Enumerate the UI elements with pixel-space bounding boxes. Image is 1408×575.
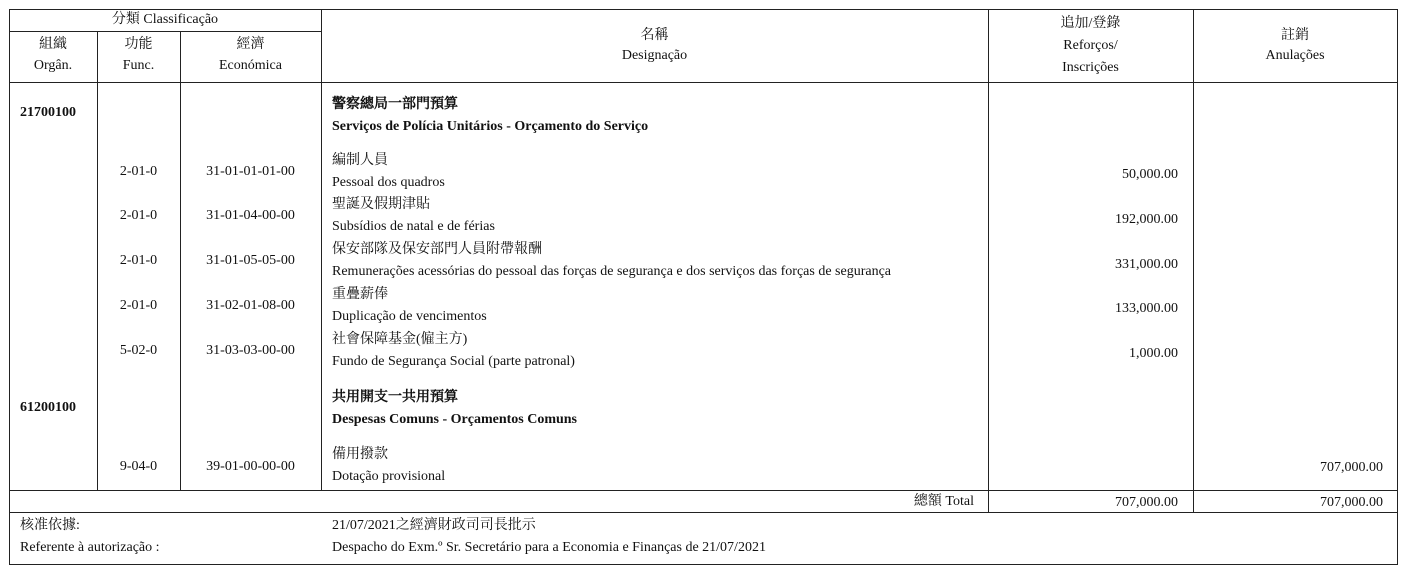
total-label: 總額 Total xyxy=(913,494,974,509)
header-anul-pt: Anulações xyxy=(1265,48,1325,63)
authorization-label-pt: Referente à autorização : xyxy=(20,540,160,555)
row-desig-zh: 聖誕及假期津貼 xyxy=(332,197,430,212)
row-desig-zh: 編制人員 xyxy=(332,153,388,168)
row-desig-pt: Dotação provisional xyxy=(332,469,446,484)
row-desig-zh: 保安部隊及保安部門人員附帶報酬 xyxy=(332,242,542,257)
row-desig-zh: 備用撥款 xyxy=(332,447,388,462)
row-reforcos: 50,000.00 xyxy=(1122,167,1178,182)
row-func: 2-01-0 xyxy=(119,253,158,268)
row-econ: 31-01-04-00-00 xyxy=(206,208,295,223)
header-desig-pt: Designação xyxy=(621,48,688,63)
row-func: 2-01-0 xyxy=(119,164,158,179)
header-organ-zh: 組織 xyxy=(39,37,67,52)
row-econ: 31-02-01-08-00 xyxy=(206,298,295,313)
header-econ-pt: Económica xyxy=(219,58,282,73)
header-func-zh: 功能 xyxy=(124,37,153,52)
row-anulacoes: 707,000.00 xyxy=(1320,460,1383,475)
total-reforcos: 707,000.00 xyxy=(1115,495,1178,510)
header-reforcos-pt2: Inscrições xyxy=(1062,60,1119,75)
section-code: 61200100 xyxy=(20,400,76,415)
header-reforcos-pt1: Reforços/ xyxy=(1063,38,1118,53)
border-top xyxy=(9,9,1397,10)
row-reforcos: 192,000.00 xyxy=(1115,212,1178,227)
authorization-label-zh: 核准依據: xyxy=(20,518,80,533)
row-reforcos: 331,000.00 xyxy=(1115,257,1178,272)
row-reforcos: 133,000.00 xyxy=(1115,301,1178,316)
row-desig-pt: Duplicação de vencimentos xyxy=(332,309,487,324)
row-desig-pt: Pessoal dos quadros xyxy=(332,175,445,190)
row-func: 2-01-0 xyxy=(119,208,158,223)
col-econ-divider xyxy=(321,9,322,491)
row-desig-zh: 重疊薪俸 xyxy=(332,287,388,302)
border-right xyxy=(1397,9,1398,565)
header-func-pt: Func. xyxy=(122,58,155,73)
section-title-pt: Serviços de Polícia Unitários - Orçamento do Serviço xyxy=(332,119,649,134)
row-desig-zh: 社會保障基金(僱主方) xyxy=(332,332,468,347)
row-desig-pt: Fundo de Segurança Social (parte patronal) xyxy=(332,354,575,369)
classification-divider xyxy=(9,31,321,32)
header-classification: 分類 Classificação xyxy=(111,12,219,27)
total-anulacoes: 707,000.00 xyxy=(1320,495,1383,510)
header-reforcos-zh: 追加/登錄 xyxy=(1060,16,1121,31)
header-anul-zh: 註銷 xyxy=(1281,28,1309,43)
authorization-text-pt: Despacho do Exm.º Sr. Secretário para a Economia e Finanças de 21/07/2021 xyxy=(332,540,766,555)
row-econ: 39-01-00-00-00 xyxy=(206,459,295,474)
header-desig-zh: 名稱 xyxy=(640,28,669,43)
row-econ: 31-01-01-01-00 xyxy=(206,164,295,179)
header-econ-zh: 經濟 xyxy=(236,37,265,52)
row-econ: 31-03-03-00-00 xyxy=(206,343,295,358)
border-left xyxy=(9,9,10,565)
header-organ-pt: Orgân. xyxy=(33,58,73,73)
section-title-pt: Despesas Comuns - Orçamentos Comuns xyxy=(332,412,578,427)
row-desig-pt: Remunerações acessórias do pessoal das forças de segurança e dos serviços das forças de segurança xyxy=(332,264,891,279)
row-desig-pt: Subsídios de natal e de férias xyxy=(332,219,495,234)
row-econ: 31-01-05-05-00 xyxy=(206,253,295,268)
row-func: 5-02-0 xyxy=(119,343,158,358)
section-code: 21700100 xyxy=(20,105,76,120)
total-bottom xyxy=(9,512,1397,513)
border-bottom xyxy=(9,564,1397,565)
row-reforcos: 1,000.00 xyxy=(1129,346,1178,361)
col-reforcos-divider xyxy=(1193,9,1194,513)
row-func: 9-04-0 xyxy=(119,459,158,474)
row-func: 2-01-0 xyxy=(119,298,158,313)
section-title-zh: 警察總局一部門預算 xyxy=(332,97,458,112)
section-title-zh: 共用開支一共用預算 xyxy=(332,390,458,405)
authorization-text-zh: 21/07/2021之經濟財政司司長批示 xyxy=(332,518,536,533)
header-bottom xyxy=(9,82,1397,83)
total-top xyxy=(9,490,1397,491)
